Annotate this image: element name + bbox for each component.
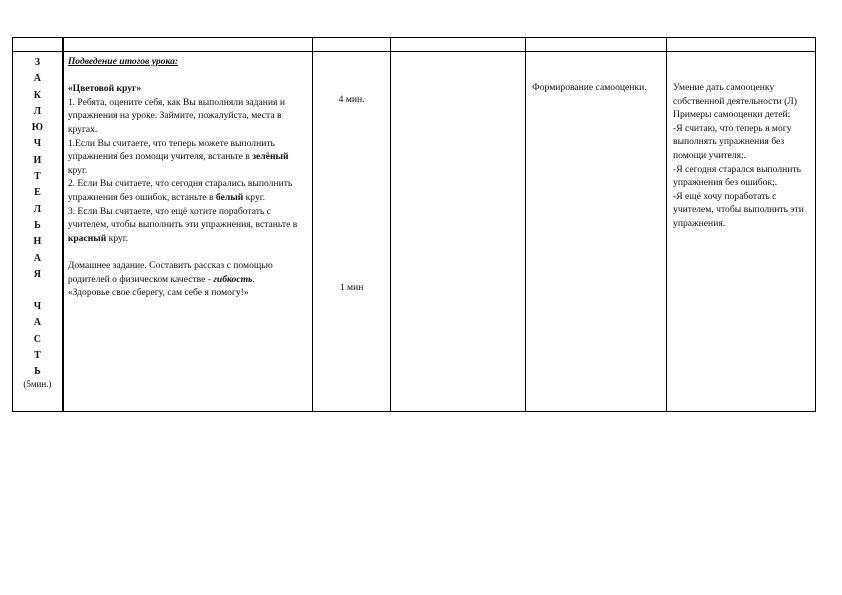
table-row	[13, 52, 816, 412]
header-cell	[391, 38, 526, 52]
stage-letter: Ч	[33, 138, 42, 150]
intro-text: 1. Ребята, оцените себя, как Вы выполняли задания и упражнения на уроке. Займите, пожалуйста, места в кругах.	[67, 96, 285, 135]
motto-text: «Здоровье свое сберегу, сам себе я помогу!»	[67, 287, 249, 299]
stage-letter: Л	[33, 203, 42, 215]
stage-letter: Ю	[31, 122, 44, 134]
homework-text: Домашнее задание. Составить рассказ с помощью родителей о физическом качестве - гибкость.	[67, 259, 273, 285]
summary-title: Подведение итогов урока:	[67, 56, 179, 67]
stage-letter: Ь	[34, 219, 41, 231]
item-1: 1.Если Вы считаете, что теперь можете выполнить упражнения без помощи учителя, встаньте в зелёный круг.	[67, 137, 289, 176]
stage-letter: А	[33, 252, 42, 264]
stage-label	[13, 52, 62, 411]
stage-letter: Я	[33, 268, 42, 280]
skills-cell	[667, 52, 816, 412]
header-cell	[526, 38, 667, 52]
item-3: 3. Если Вы считаете, что ещё хотите поработать с учителем, чтобы выполнить эти упражнения, встаньте в красный круг.	[67, 205, 298, 244]
time-cell	[312, 52, 390, 412]
stage-letter: С	[33, 333, 42, 345]
game-title: «Цветовой круг»	[67, 83, 142, 95]
table-header-row	[13, 38, 816, 52]
stage-letter-gap	[13, 283, 62, 299]
stage-letter: А	[33, 73, 42, 85]
skill-line: -Я ещё хочу поработать с учителем, чтобы выполнить эти упражнения.	[673, 190, 804, 229]
skill-line: Примеры самооценки детей:	[673, 109, 791, 121]
stage-letter: Е	[34, 187, 41, 199]
time-2: 1 мин	[339, 282, 364, 293]
lesson-table	[12, 37, 816, 412]
stage-letter: Ь	[34, 366, 41, 378]
header-cell	[312, 38, 390, 52]
stage-letter: К	[33, 89, 42, 101]
skill-line: -Я считаю, что теперь я могу выполнять упражнения без помощи учителя;.	[673, 122, 792, 161]
stage-letter: З	[34, 57, 41, 68]
stage-letter: И	[33, 154, 42, 166]
content-cell	[63, 52, 313, 412]
formation-text: Формирование самооценки.	[532, 82, 647, 93]
header-cell	[667, 38, 816, 52]
skill-line: Умение дать самооценку собственной деятельности (Л)	[673, 82, 797, 107]
stage-cell	[13, 52, 63, 412]
stage-letter: Ч	[33, 301, 42, 313]
item-2: 2. Если Вы считаете, что сегодня старались выполнить упражнения без ошибок, встаньте в белый круг.	[67, 178, 293, 203]
skill-line: -Я сегодня старался выполнить упражнения без ошибок;.	[673, 163, 801, 189]
stage-letter: А	[33, 317, 42, 329]
header-cell	[13, 38, 63, 52]
time-1: 4 мин.	[338, 94, 365, 105]
stage-letter: Н	[33, 236, 42, 248]
empty-cell	[391, 52, 526, 412]
header-cell	[63, 38, 313, 52]
stage-duration: (5мин.)	[23, 379, 52, 389]
formation-cell	[526, 52, 667, 412]
stage-letter: Л	[33, 105, 42, 117]
stage-letter: Т	[34, 350, 41, 362]
stage-letter: Т	[34, 171, 41, 183]
